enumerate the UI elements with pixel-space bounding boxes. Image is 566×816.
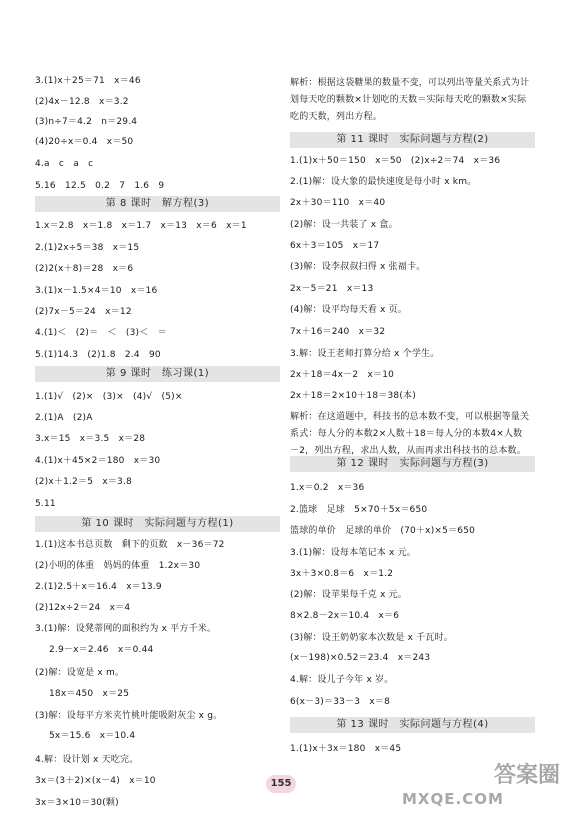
answer-line: 6x＋3＝105 x＝17 <box>290 241 380 251</box>
answer-line: 2.篮球 足球 5×70＋5x＝650 <box>290 505 428 515</box>
answer-line: 3.(1)解：设凳蒂网的面积约为 x 平方千米。 <box>35 624 217 634</box>
answer-line: (2)解：设宽是 x m。 <box>35 668 125 678</box>
answer-line: 4.解：设计划 x 天吃完。 <box>35 755 139 765</box>
page-number: 155 <box>266 775 296 793</box>
answer-line: 2x＋18＝2×10＋18＝38(本) <box>290 391 416 401</box>
answer-line: 1.(1)√ (2)× (3)× (4)√ (5)× <box>35 392 183 402</box>
answer-line: 1.x＝2.8 x＝1.8 x＝1.7 x＝13 x＝6 x＝1 <box>35 221 247 231</box>
answer-line: 5.(1)14.3 (2)1.8 2.4 90 <box>35 350 161 360</box>
answer-line: 3.解：设王老师打算分给 x 个学生。 <box>290 349 440 359</box>
answer-line: (2)7x－5＝24 x＝12 <box>35 307 132 317</box>
answer-line: (4)20÷x＝0.4 x＝50 <box>35 137 134 147</box>
answer-line: 2.9－x＝2.46 x＝0.44 <box>49 645 154 655</box>
answer-line: 3x＋3×0.8＝6 x＝1.2 <box>290 569 394 579</box>
answer-line: (2)x＋1.2＝5 x＝3.8 <box>35 477 132 487</box>
section-header: 第 11 课时 实际问题与方程(2) <box>290 132 535 148</box>
answer-line: 5.11 <box>35 499 56 509</box>
answer-line: 2.(1)解：设大象的最快速度是每小时 x km。 <box>290 177 477 187</box>
answer-line: 1.(1)x＋50＝150 x＝50 (2)x÷2＝74 x＝36 <box>290 156 501 166</box>
answer-line: (2)2(x＋8)＝28 x＝6 <box>35 264 134 274</box>
answer-line: 4.(1)x＋45×2＝180 x＝30 <box>35 456 161 466</box>
answer-line: 1.(1)这本书总页数 剩下的页数 x－36＝72 <box>35 540 225 550</box>
answer-line: (3)解：设王奶奶家本次数是 x 千瓦时。 <box>290 633 453 643</box>
section-header: 第 8 课时 解方程(3) <box>35 196 280 212</box>
answer-line: 5x＝15.6 x＝10.4 <box>49 731 136 741</box>
answer-line: (2)解：设苹果每千克 x 元。 <box>290 590 407 600</box>
answer-line: (3)解：设李叔叔扫得 x 张福卡。 <box>290 262 426 272</box>
section-header: 第 9 课时 练习课(1) <box>35 366 280 382</box>
answer-line: 7x＋16＝240 x＝32 <box>290 327 386 337</box>
answer-line: (2)解：设一共装了 x 盒。 <box>290 220 398 230</box>
answer-line: 3.(1)x＋25＝71 x＝46 <box>35 76 141 86</box>
analysis-paragraph: 解析：在这道题中，科技书的总本数不变，可以根据等量关系式：每人分的本数2×人数＋18＝每人分的本数4×人数－2，列出方程，求出人数，从而再求出科技书的总本数。 <box>290 412 530 456</box>
answer-line: 8×2.8－2x＝10.4 x＝6 <box>290 611 400 621</box>
section-header: 第 13 课时 实际问题与方程(4) <box>290 717 535 733</box>
answer-line: 4.a c a c <box>35 159 94 169</box>
answer-line: 2.(1)2x÷5＝38 x＝15 <box>35 243 140 253</box>
answer-line: 篮球的单价 足球的单价 (70＋x)×5＝650 <box>290 526 476 536</box>
watermark-url: MXQE.COM <box>402 790 504 808</box>
answer-line: 3.x＝15 x＝3.5 x＝28 <box>35 434 146 444</box>
answer-line: (2)小明的体重 妈妈的体重 1.2x＝30 <box>35 561 201 571</box>
watermark-logo: 答案圈 <box>493 763 560 788</box>
answer-line: 3.(1)解：设每本笔记本 x 元。 <box>290 548 416 558</box>
answer-line: 2x＋30＝110 x＝40 <box>290 198 386 208</box>
answer-line: 5.16 12.5 0.2 7 1.6 9 <box>35 181 165 191</box>
answer-line: 3.(1)x－1.5×4＝10 x＝16 <box>35 286 158 296</box>
answer-line: 2x＋18＝4x－2 x＝10 <box>290 370 395 380</box>
answer-line: (2)4x－12.8 x＝3.2 <box>35 97 129 107</box>
answer-line: 3x＝(3＋2)×(x－4) x＝10 <box>35 776 156 786</box>
answer-line: 4.解：设儿子今年 x 岁。 <box>290 675 394 685</box>
answer-line: (x－198)×0.52＝23.4 x＝243 <box>290 653 431 663</box>
answer-line: 3x＝3×10＝30(颗) <box>35 798 119 808</box>
answer-line: 1.x＝0.2 x＝36 <box>290 483 365 493</box>
answer-line: (3)n÷7＝4.2 n＝29.4 <box>35 117 138 127</box>
section-header: 第 10 课时 实际问题与方程(1) <box>35 516 280 532</box>
answer-line: 1.(1)x＋3x＝180 x＝45 <box>290 744 402 754</box>
answer-line: (2)12x÷2＝24 x＝4 <box>35 603 131 613</box>
answer-line: (4)解：设平均每天看 x 页。 <box>290 305 407 315</box>
answer-line: 18x＝450 x＝25 <box>49 689 130 699</box>
answer-line: 6(x－3)＝33－3 x＝8 <box>290 697 391 707</box>
section-header: 第 12 课时 实际问题与方程(3) <box>290 456 535 472</box>
answer-line: 4.(1)＜ (2)＝ ＜ (3)＜ ＝ <box>35 328 167 338</box>
answer-line: 2.(1)A (2)A <box>35 413 93 423</box>
answer-line: (3)解：设每平方米夹竹桃叶能吸附灰尘 x g。 <box>35 711 223 721</box>
answer-line: 2x－5＝21 x＝13 <box>290 284 374 294</box>
analysis-paragraph: 解析：根据这袋糖果的数量不变，可以列出等量关系式为计划每天吃的颗数×计划吃的天数＝实际每天吃的颗数×实际吃的天数，列出方程。 <box>290 78 530 122</box>
answer-line: 2.(1)2.5＋x＝16.4 x＝13.9 <box>35 582 162 592</box>
